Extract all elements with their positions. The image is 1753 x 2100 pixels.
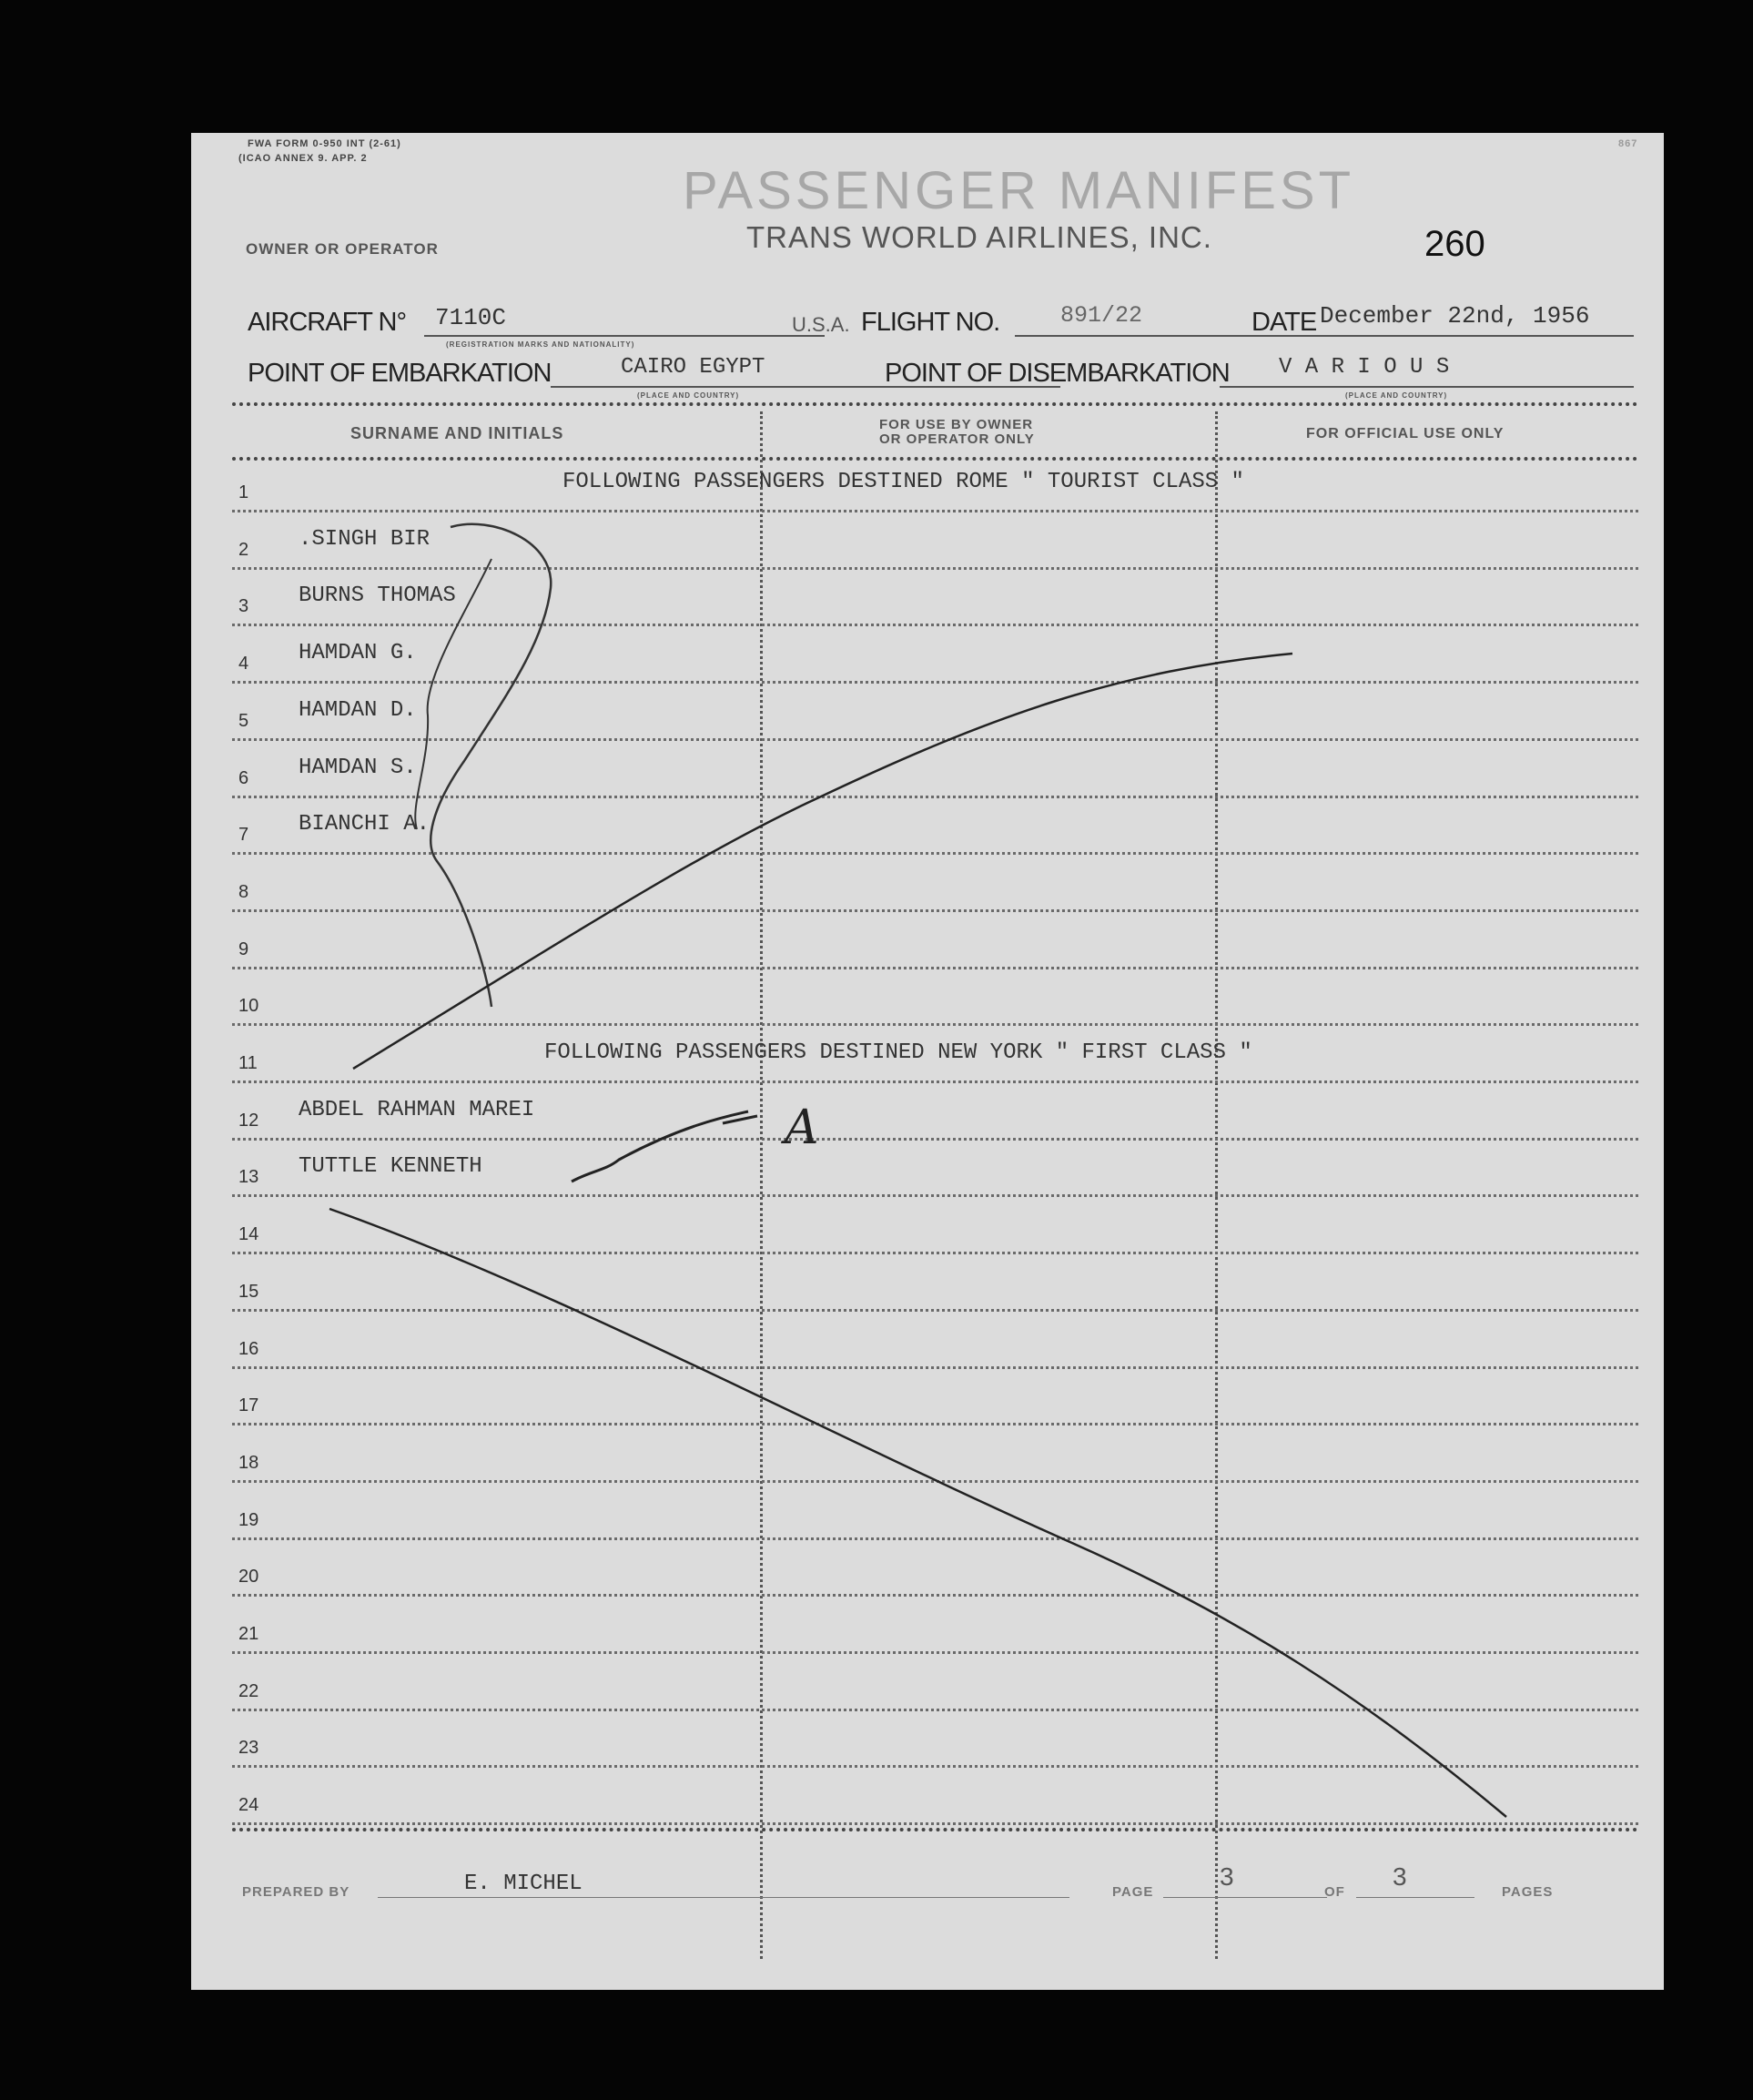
row-number: 13 xyxy=(238,1167,259,1188)
row-number: 11 xyxy=(238,1053,258,1073)
prepared-label: PREPARED BY xyxy=(242,1884,350,1900)
flight-value: 891/22 xyxy=(1060,302,1143,329)
owner-label: OWNER OR OPERATOR xyxy=(246,240,439,258)
row-number: 1 xyxy=(238,482,249,502)
row-number: 19 xyxy=(238,1509,259,1530)
handwritten-annotation: A xyxy=(785,1101,819,1155)
date-label: DATE xyxy=(1251,308,1317,337)
row-number: 2 xyxy=(238,539,249,560)
passenger-name: BURNS THOMAS xyxy=(299,583,456,609)
passenger-name: ABDEL RAHMAN MAREI xyxy=(299,1097,535,1122)
row-number: 5 xyxy=(238,710,249,731)
aircraft-value: 7110C xyxy=(435,304,507,331)
group-heading: FOLLOWING PASSENGERS DESTINED NEW YORK " FIRST CLASS " xyxy=(544,1040,1252,1065)
manifest-page xyxy=(191,133,1664,1990)
row-number: 24 xyxy=(238,1795,259,1816)
passenger-name: BIANCHI A. xyxy=(299,812,431,837)
form-number: FWA FORM 0-950 INT (2-61) xyxy=(248,138,401,149)
row-number: 6 xyxy=(238,767,249,788)
col-header-owner-2: OR OPERATOR ONLY xyxy=(879,431,1035,447)
group-heading: FOLLOWING PASSENGERS DESTINED ROME " TOURIST CLASS " xyxy=(562,470,1244,494)
bracket-oval-mark xyxy=(431,524,551,1007)
passenger-name: .SINGH BIR xyxy=(299,526,431,552)
row-number: 20 xyxy=(238,1567,259,1588)
of-label: OF xyxy=(1324,1884,1345,1900)
row-number: 7 xyxy=(238,825,249,846)
flight-prefix: U.S.A. xyxy=(792,313,850,336)
row-number: 12 xyxy=(238,1110,259,1131)
row-number: 15 xyxy=(238,1281,259,1302)
row-number: 18 xyxy=(238,1452,259,1473)
col-header-surname: SURNAME AND INITIALS xyxy=(350,424,564,442)
aircraft-label: AIRCRAFT N° xyxy=(248,308,407,337)
passenger-name: HAMDAN S. xyxy=(299,755,417,780)
page-label: PAGE xyxy=(1112,1884,1154,1900)
row-number: 10 xyxy=(238,996,259,1017)
owner-value: TRANS WORLD AIRLINES, INC. xyxy=(746,220,1212,254)
embarkation-sublabel: (PLACE AND COUNTRY) xyxy=(637,391,740,400)
page-title: PASSENGER MANIFEST xyxy=(683,161,1355,220)
row-number: 16 xyxy=(238,1338,259,1359)
disembarkation-sublabel: (PLACE AND COUNTRY) xyxy=(1345,391,1448,400)
checkmark xyxy=(572,1111,748,1182)
flight-label: FLIGHT NO. xyxy=(861,308,1000,337)
row-number: 3 xyxy=(238,596,249,617)
row-number: 21 xyxy=(238,1624,259,1644)
corner-code: 867 xyxy=(1618,138,1638,149)
prepared-value: E. MICHEL xyxy=(464,1872,583,1896)
lower-strike-line xyxy=(329,1209,1506,1817)
row-number: 9 xyxy=(238,938,249,959)
passenger-name: HAMDAN G. xyxy=(299,641,417,666)
passenger-name: TUTTLE KENNETH xyxy=(299,1154,482,1180)
col-header-owner-1: FOR USE BY OWNER xyxy=(879,417,1034,432)
form-annex: (ICAO ANNEX 9. APP. 2 xyxy=(238,153,368,164)
disembarkation-value: V A R I O U S xyxy=(1279,355,1450,380)
row-number: 22 xyxy=(238,1680,259,1701)
page-number: 260 xyxy=(1424,224,1485,264)
row-number: 14 xyxy=(238,1224,259,1245)
date-value: December 22nd, 1956 xyxy=(1320,302,1590,330)
embarkation-label: POINT OF EMBARKATION xyxy=(248,359,552,388)
page-value: 3 xyxy=(1220,1862,1234,1891)
row-number: 8 xyxy=(238,881,249,902)
row-number: 4 xyxy=(238,654,249,675)
row-number: 17 xyxy=(238,1395,259,1416)
of-value: 3 xyxy=(1393,1862,1407,1891)
pages-label: PAGES xyxy=(1502,1884,1554,1900)
col-header-official: FOR OFFICIAL USE ONLY xyxy=(1306,426,1505,441)
bracket-return-mark xyxy=(415,559,491,829)
row-number: 23 xyxy=(238,1738,259,1759)
aircraft-sublabel: (REGISTRATION MARKS AND NATIONALITY) xyxy=(446,340,635,349)
handwritten-marks xyxy=(191,133,1664,1990)
disembarkation-label: POINT OF DISEMBARKATION xyxy=(885,359,1230,388)
passenger-name: HAMDAN D. xyxy=(299,697,417,723)
embarkation-value: CAIRO EGYPT xyxy=(621,355,765,380)
